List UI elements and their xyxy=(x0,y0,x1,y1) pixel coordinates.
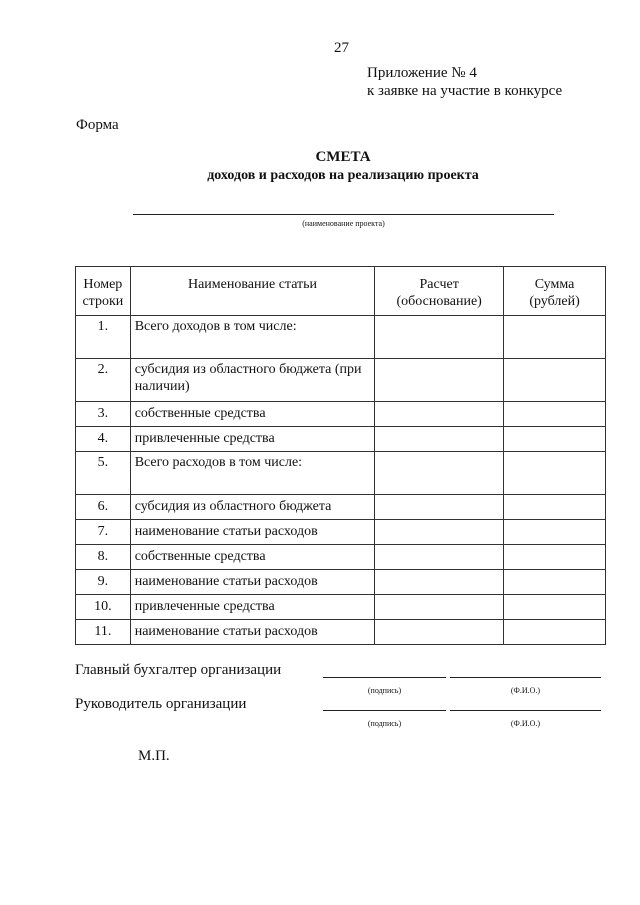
row-amount-cell[interactable] xyxy=(504,595,606,620)
table-header-row xyxy=(76,267,606,316)
row-calculation-cell[interactable] xyxy=(375,545,504,570)
accountant-signature-caption: (подпись) xyxy=(367,686,402,695)
row-item-name: субсидия из областного бюджета (при наличии) xyxy=(130,359,375,402)
table-row xyxy=(76,520,606,545)
row-calculation-cell[interactable] xyxy=(375,359,504,402)
director-signature-line[interactable] xyxy=(323,710,446,711)
row-number: 2. xyxy=(76,359,131,402)
row-calculation-cell[interactable] xyxy=(375,402,504,427)
header-item-name: Наименование статьи xyxy=(130,267,375,316)
row-number: 5. xyxy=(76,452,131,495)
table-row xyxy=(76,545,606,570)
row-number: 1. xyxy=(76,316,131,359)
row-amount-cell[interactable] xyxy=(504,495,606,520)
director-name-caption: (Ф.И.О.) xyxy=(510,719,541,728)
appendix-line-2: к заявке на участие в конкурсе xyxy=(367,83,563,99)
row-number: 7. xyxy=(76,520,131,545)
table-row xyxy=(76,595,606,620)
row-calculation-cell[interactable] xyxy=(375,427,504,452)
row-number: 4. xyxy=(76,427,131,452)
row-amount-cell[interactable] xyxy=(504,452,606,495)
accountant-name-caption: (Ф.И.О.) xyxy=(510,686,541,695)
row-amount-cell[interactable] xyxy=(504,620,606,645)
row-calculation-cell[interactable] xyxy=(375,520,504,545)
row-calculation-cell[interactable] xyxy=(375,452,504,495)
project-name-line xyxy=(133,214,554,215)
director-label: Руководитель организации xyxy=(75,696,247,712)
row-amount-cell[interactable] xyxy=(504,545,606,570)
appendix-line-1: Приложение № 4 xyxy=(367,65,477,81)
accountant-signature-line[interactable] xyxy=(323,677,446,678)
row-number: 10. xyxy=(76,595,131,620)
table-row xyxy=(76,452,606,495)
row-item-name: привлеченные средства xyxy=(130,595,375,620)
row-calculation-cell[interactable] xyxy=(375,316,504,359)
document-title: СМЕТА xyxy=(315,149,371,165)
row-amount-cell[interactable] xyxy=(504,520,606,545)
director-name-line[interactable] xyxy=(450,710,601,711)
row-number: 6. xyxy=(76,495,131,520)
table-row xyxy=(76,427,606,452)
row-item-name: наименование статьи расходов xyxy=(130,570,375,595)
row-number: 3. xyxy=(76,402,131,427)
table-row xyxy=(76,316,606,359)
estimate-table xyxy=(75,266,606,645)
project-name-caption: (наименование проекта) xyxy=(302,219,385,228)
row-amount-cell[interactable] xyxy=(504,402,606,427)
row-item-name: наименование статьи расходов xyxy=(130,520,375,545)
row-item-name: привлеченные средства xyxy=(130,427,375,452)
header-row-number: Номер строки xyxy=(76,267,131,316)
row-amount-cell[interactable] xyxy=(504,427,606,452)
row-number: 9. xyxy=(76,570,131,595)
form-label: Форма xyxy=(76,117,119,133)
row-item-name: Всего доходов в том числе: xyxy=(130,316,375,359)
row-amount-cell[interactable] xyxy=(504,359,606,402)
page-number: 27 xyxy=(334,40,349,56)
row-amount-cell[interactable] xyxy=(504,570,606,595)
table-row xyxy=(76,620,606,645)
accountant-name-line[interactable] xyxy=(450,677,601,678)
header-amount: Сумма (рублей) xyxy=(504,267,606,316)
stamp-place-label: М.П. xyxy=(138,748,170,764)
director-signature-caption: (подпись) xyxy=(367,719,402,728)
document-subtitle: доходов и расходов на реализацию проекта xyxy=(207,168,479,183)
appendix-note xyxy=(367,64,562,100)
table-row xyxy=(76,570,606,595)
row-calculation-cell[interactable] xyxy=(375,495,504,520)
row-number: 11. xyxy=(76,620,131,645)
accountant-label: Главный бухгалтер организации xyxy=(75,662,282,678)
table-row xyxy=(76,359,606,402)
row-calculation-cell[interactable] xyxy=(375,620,504,645)
row-number: 8. xyxy=(76,545,131,570)
row-amount-cell[interactable] xyxy=(504,316,606,359)
row-calculation-cell[interactable] xyxy=(375,570,504,595)
table-row xyxy=(76,495,606,520)
row-item-name: собственные средства xyxy=(130,402,375,427)
table-row xyxy=(76,402,606,427)
row-item-name: собственные средства xyxy=(130,545,375,570)
row-item-name: субсидия из областного бюджета xyxy=(130,495,375,520)
row-item-name: Всего расходов в том числе: xyxy=(130,452,375,495)
row-item-name: наименование статьи расходов xyxy=(130,620,375,645)
header-calculation: Расчет (обоснование) xyxy=(375,267,504,316)
row-calculation-cell[interactable] xyxy=(375,595,504,620)
